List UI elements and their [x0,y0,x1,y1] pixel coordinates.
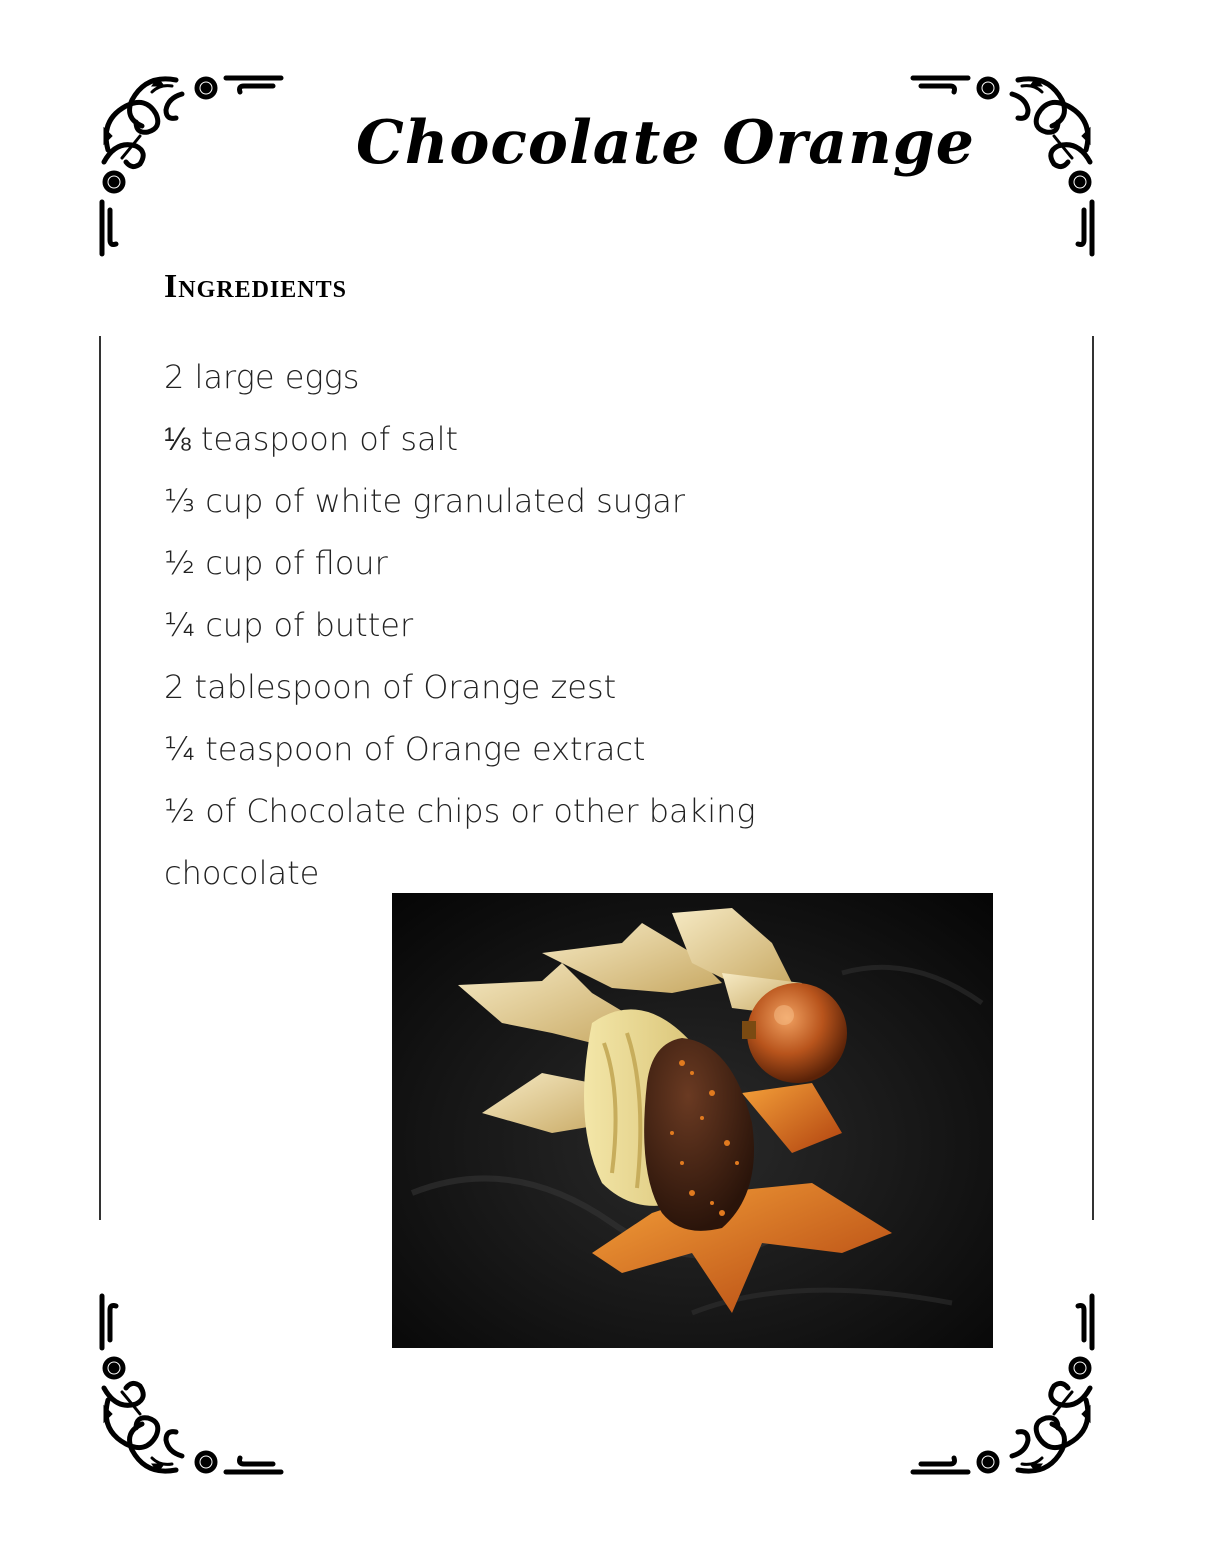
right-border-rule [1092,336,1094,1220]
ingredient-item: ¼ cup of butter [164,606,414,644]
ingredient-item: ½ of Chocolate chips or other baking chocolate [164,792,756,892]
ingredients-heading: Ingredients [164,268,347,305]
ingredient-item: ⅛ teaspoon of salt [164,420,459,458]
ingredient-item: ¼ teaspoon of Orange extract [164,730,646,768]
recipe-title: Chocolate Orange [356,108,975,178]
chocolate-dipped-madeleine-photo [392,893,993,1348]
ingredient-item: ½ cup of flour [164,544,388,582]
left-border-rule [99,336,101,1220]
ingredient-item: 2 large eggs [164,358,360,396]
ornamental-flourish-icon [96,1290,286,1480]
ingredient-item: 2 tablespoon of Orange zest [164,668,617,706]
ornamental-flourish-icon [96,70,286,260]
ingredients-list [164,346,784,904]
ingredient-item: ⅓ cup of white granulated sugar [164,482,685,520]
